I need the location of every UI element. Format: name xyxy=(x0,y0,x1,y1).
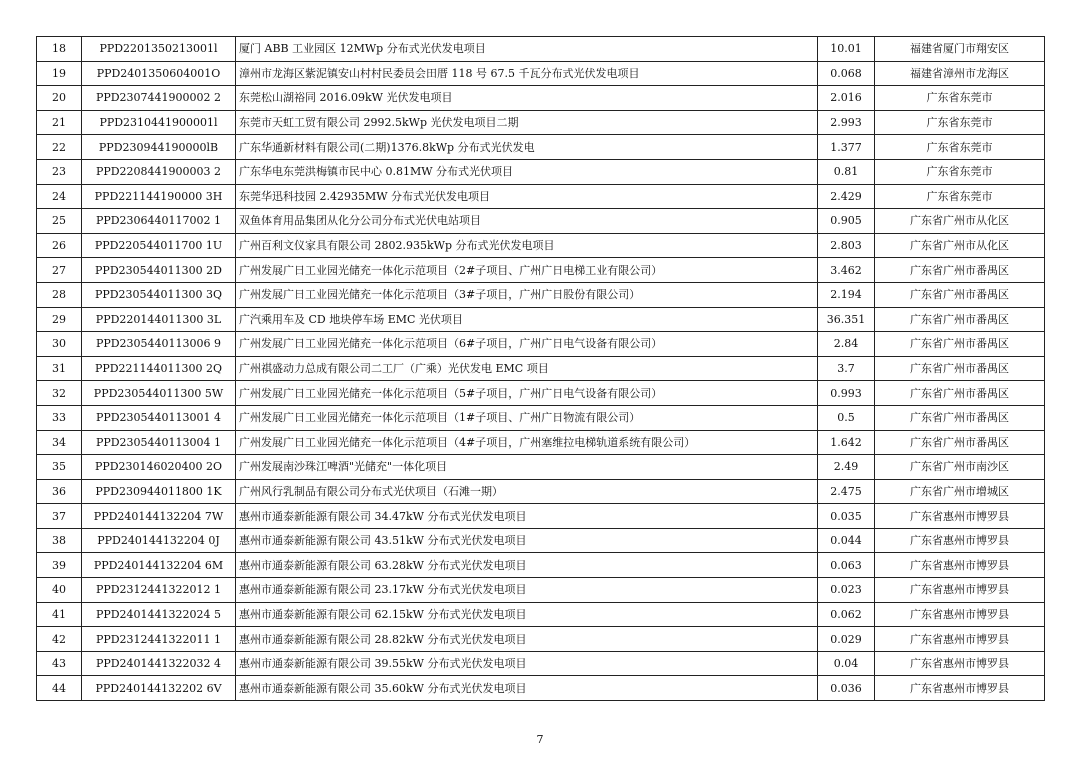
project-name-cell: 广州发展广日工业园光储充一体化示范项目（1#子项目、广州广日物流有限公司） xyxy=(236,405,818,430)
project-name-cell: 东莞华迅科技园 2.42935MW 分布式光伏发电项目 xyxy=(236,184,818,209)
project-name-cell: 广东华电东莞洪梅镇市民中心 0.81MW 分布式光伏项目 xyxy=(236,159,818,184)
capacity-cell: 0.068 xyxy=(818,61,875,86)
capacity-cell: 2.475 xyxy=(818,479,875,504)
project-name-cell: 惠州市通泰新能源有限公司 43.51kW 分布式光伏发电项目 xyxy=(236,528,818,553)
table-row xyxy=(37,479,1045,504)
capacity-cell: 0.029 xyxy=(818,627,875,652)
table-row xyxy=(37,209,1045,234)
project-name-cell: 惠州市通泰新能源有限公司 28.82kW 分布式光伏发电项目 xyxy=(236,627,818,652)
table-row xyxy=(37,258,1045,283)
table-row xyxy=(37,578,1045,603)
project-name-cell: 厦门 ABB 工业园区 12MWp 分布式光伏发电项目 xyxy=(236,37,818,62)
location-cell: 广东省惠州市博罗县 xyxy=(875,553,1045,578)
project-code-cell: PPD2310441900001l xyxy=(82,110,236,135)
row-number-cell: 18 xyxy=(37,37,82,62)
location-cell: 广东省惠州市博罗县 xyxy=(875,676,1045,701)
capacity-cell: 1.377 xyxy=(818,135,875,160)
location-cell: 广东省广州市从化区 xyxy=(875,209,1045,234)
row-number-cell: 36 xyxy=(37,479,82,504)
project-code-cell: PPD2305440113006 9 xyxy=(82,332,236,357)
table-row xyxy=(37,110,1045,135)
project-code-cell: PPD230944011800 1K xyxy=(82,479,236,504)
location-cell: 广东省惠州市博罗县 xyxy=(875,504,1045,529)
location-cell: 广东省广州市番禺区 xyxy=(875,381,1045,406)
project-code-cell: PPD220144011300 3L xyxy=(82,307,236,332)
project-name-cell: 惠州市通泰新能源有限公司 39.55kW 分布式光伏发电项目 xyxy=(236,651,818,676)
row-number-cell: 27 xyxy=(37,258,82,283)
row-number-cell: 29 xyxy=(37,307,82,332)
table-row xyxy=(37,233,1045,258)
location-cell: 广东省惠州市博罗县 xyxy=(875,528,1045,553)
capacity-cell: 0.5 xyxy=(818,405,875,430)
project-name-cell: 惠州市通泰新能源有限公司 35.60kW 分布式光伏发电项目 xyxy=(236,676,818,701)
project-name-cell: 广州百利文仪家具有限公司 2802.935kWp 分布式光伏发电项目 xyxy=(236,233,818,258)
table-row xyxy=(37,602,1045,627)
project-code-cell: PPD221144190000 3H xyxy=(82,184,236,209)
location-cell: 广东省惠州市博罗县 xyxy=(875,651,1045,676)
location-cell: 广东省东莞市 xyxy=(875,135,1045,160)
row-number-cell: 40 xyxy=(37,578,82,603)
row-number-cell: 43 xyxy=(37,651,82,676)
project-code-cell: PPD230544011300 2D xyxy=(82,258,236,283)
project-code-cell: PPD240144132204 6M xyxy=(82,553,236,578)
location-cell: 广东省惠州市博罗县 xyxy=(875,602,1045,627)
capacity-cell: 0.993 xyxy=(818,381,875,406)
row-number-cell: 19 xyxy=(37,61,82,86)
project-code-cell: PPD2312441322011 1 xyxy=(82,627,236,652)
project-name-cell: 广州发展广日工业园光储充一体化示范项目（6#子项目，广州广日电气设备有限公司） xyxy=(236,332,818,357)
capacity-cell: 3.7 xyxy=(818,356,875,381)
capacity-cell: 0.023 xyxy=(818,578,875,603)
table-row xyxy=(37,381,1045,406)
row-number-cell: 44 xyxy=(37,676,82,701)
row-number-cell: 35 xyxy=(37,455,82,480)
table-row xyxy=(37,356,1045,381)
table-row xyxy=(37,553,1045,578)
location-cell: 广东省广州市番禺区 xyxy=(875,356,1045,381)
table-row xyxy=(37,307,1045,332)
table-row xyxy=(37,37,1045,62)
location-cell: 广东省东莞市 xyxy=(875,184,1045,209)
project-code-cell: PPD240144132204 0J xyxy=(82,528,236,553)
project-code-cell: PPD230944190000lB xyxy=(82,135,236,160)
project-code-cell: PPD230146020400 2O xyxy=(82,455,236,480)
location-cell: 广东省惠州市博罗县 xyxy=(875,578,1045,603)
project-name-cell: 广汽乘用车及 CD 地块停车场 EMC 光伏项目 xyxy=(236,307,818,332)
project-code-cell: PPD2312441322012 1 xyxy=(82,578,236,603)
row-number-cell: 34 xyxy=(37,430,82,455)
capacity-cell: 0.035 xyxy=(818,504,875,529)
location-cell: 广东省东莞市 xyxy=(875,86,1045,111)
project-name-cell: 广州发展广日工业园光储充一体化示范项目（4#子项目，广州塞维拉电梯轨道系统有限公司） xyxy=(236,430,818,455)
table-row xyxy=(37,504,1045,529)
project-name-cell: 广州发展广日工业园光储充一体化示范项目（3#子项目，广州广日股份有限公司） xyxy=(236,282,818,307)
project-name-cell: 惠州市通泰新能源有限公司 34.47kW 分布式光伏发电项目 xyxy=(236,504,818,529)
table-row xyxy=(37,455,1045,480)
capacity-cell: 2.49 xyxy=(818,455,875,480)
row-number-cell: 25 xyxy=(37,209,82,234)
table-row xyxy=(37,430,1045,455)
capacity-cell: 2.84 xyxy=(818,332,875,357)
location-cell: 广东省广州市番禺区 xyxy=(875,307,1045,332)
location-cell: 广东省广州市番禺区 xyxy=(875,258,1045,283)
table-row xyxy=(37,676,1045,701)
capacity-cell: 2.194 xyxy=(818,282,875,307)
table-row xyxy=(37,61,1045,86)
project-name-cell: 惠州市通泰新能源有限公司 63.28kW 分布式光伏发电项目 xyxy=(236,553,818,578)
capacity-cell: 10.01 xyxy=(818,37,875,62)
row-number-cell: 20 xyxy=(37,86,82,111)
project-code-cell: PPD2201350213001l xyxy=(82,37,236,62)
capacity-cell: 0.062 xyxy=(818,602,875,627)
project-code-cell: PPD221144011300 2Q xyxy=(82,356,236,381)
project-name-cell: 广州发展广日工业园光储充一体化示范项目（5#子项目，广州广日电气设备有限公司） xyxy=(236,381,818,406)
project-code-cell: PPD240144132204 7W xyxy=(82,504,236,529)
table-body xyxy=(37,37,1045,701)
row-number-cell: 24 xyxy=(37,184,82,209)
row-number-cell: 28 xyxy=(37,282,82,307)
location-cell: 福建省厦门市翔安区 xyxy=(875,37,1045,62)
project-code-cell: PPD2208441900003 2 xyxy=(82,159,236,184)
table-row xyxy=(37,332,1045,357)
row-number-cell: 22 xyxy=(37,135,82,160)
row-number-cell: 31 xyxy=(37,356,82,381)
project-table xyxy=(36,36,1045,701)
location-cell: 广东省惠州市博罗县 xyxy=(875,627,1045,652)
project-code-cell: PPD2305440113001 4 xyxy=(82,405,236,430)
project-name-cell: 广州风行乳制品有限公司分布式光伏项目（石滩一期） xyxy=(236,479,818,504)
project-code-cell: PPD2306440117002 1 xyxy=(82,209,236,234)
page-number: 7 xyxy=(536,733,544,746)
table-row xyxy=(37,86,1045,111)
capacity-cell: 36.351 xyxy=(818,307,875,332)
capacity-cell: 0.036 xyxy=(818,676,875,701)
row-number-cell: 21 xyxy=(37,110,82,135)
capacity-cell: 0.81 xyxy=(818,159,875,184)
location-cell: 广东省广州市番禺区 xyxy=(875,430,1045,455)
project-code-cell: PPD2401350604001O xyxy=(82,61,236,86)
row-number-cell: 41 xyxy=(37,602,82,627)
capacity-cell: 2.016 xyxy=(818,86,875,111)
row-number-cell: 38 xyxy=(37,528,82,553)
location-cell: 广东省广州市南沙区 xyxy=(875,455,1045,480)
capacity-cell: 3.462 xyxy=(818,258,875,283)
table-row xyxy=(37,184,1045,209)
project-code-cell: PPD230544011300 3Q xyxy=(82,282,236,307)
project-name-cell: 惠州市通泰新能源有限公司 23.17kW 分布式光伏发电项目 xyxy=(236,578,818,603)
project-name-cell: 东莞松山湖裕同 2016.09kW 光伏发电项目 xyxy=(236,86,818,111)
project-name-cell: 东莞市天虹工贸有限公司 2992.5kWp 光伏发电项目二期 xyxy=(236,110,818,135)
capacity-cell: 0.905 xyxy=(818,209,875,234)
capacity-cell: 0.063 xyxy=(818,553,875,578)
capacity-cell: 2.429 xyxy=(818,184,875,209)
location-cell: 广东省广州市番禺区 xyxy=(875,282,1045,307)
row-number-cell: 42 xyxy=(37,627,82,652)
capacity-cell: 0.04 xyxy=(818,651,875,676)
table-row xyxy=(37,627,1045,652)
location-cell: 广东省广州市从化区 xyxy=(875,233,1045,258)
row-number-cell: 33 xyxy=(37,405,82,430)
table-row xyxy=(37,159,1045,184)
project-name-cell: 广州祺盛动力总成有限公司二工厂（广乘）光伏发电 EMC 项目 xyxy=(236,356,818,381)
location-cell: 广东省广州市增城区 xyxy=(875,479,1045,504)
table-row xyxy=(37,528,1045,553)
row-number-cell: 37 xyxy=(37,504,82,529)
project-code-cell: PPD2307441900002 2 xyxy=(82,86,236,111)
row-number-cell: 30 xyxy=(37,332,82,357)
project-name-cell: 双鱼体育用品集团从化分公司分布式光伏电站项目 xyxy=(236,209,818,234)
location-cell: 广东省东莞市 xyxy=(875,159,1045,184)
row-number-cell: 23 xyxy=(37,159,82,184)
project-name-cell: 惠州市通泰新能源有限公司 62.15kW 分布式光伏发电项目 xyxy=(236,602,818,627)
project-code-cell: PPD2305440113004 1 xyxy=(82,430,236,455)
project-name-cell: 漳州市龙海区紫泥镇安山村村民委员会田厝 118 号 67.5 千瓦分布式光伏发电项目 xyxy=(236,61,818,86)
row-number-cell: 39 xyxy=(37,553,82,578)
location-cell: 广东省广州市番禺区 xyxy=(875,332,1045,357)
capacity-cell: 0.044 xyxy=(818,528,875,553)
location-cell: 广东省东莞市 xyxy=(875,110,1045,135)
location-cell: 福建省漳州市龙海区 xyxy=(875,61,1045,86)
table-row xyxy=(37,282,1045,307)
capacity-cell: 2.993 xyxy=(818,110,875,135)
project-code-cell: PPD230544011300 5W xyxy=(82,381,236,406)
project-code-cell: PPD220544011700 1U xyxy=(82,233,236,258)
capacity-cell: 2.803 xyxy=(818,233,875,258)
project-code-cell: PPD240144132202 6V xyxy=(82,676,236,701)
project-code-cell: PPD2401441322032 4 xyxy=(82,651,236,676)
project-name-cell: 广州发展南沙珠江啤酒"光储充"一体化项目 xyxy=(236,455,818,480)
project-name-cell: 广州发展广日工业园光储充一体化示范项目（2#子项目、广州广日电梯工业有限公司） xyxy=(236,258,818,283)
row-number-cell: 26 xyxy=(37,233,82,258)
table-row xyxy=(37,651,1045,676)
capacity-cell: 1.642 xyxy=(818,430,875,455)
table-row xyxy=(37,135,1045,160)
location-cell: 广东省广州市番禺区 xyxy=(875,405,1045,430)
project-name-cell: 广东华通新材料有限公司(二期)1376.8kWp 分布式光伏发电 xyxy=(236,135,818,160)
project-code-cell: PPD2401441322024 5 xyxy=(82,602,236,627)
table-row xyxy=(37,405,1045,430)
row-number-cell: 32 xyxy=(37,381,82,406)
